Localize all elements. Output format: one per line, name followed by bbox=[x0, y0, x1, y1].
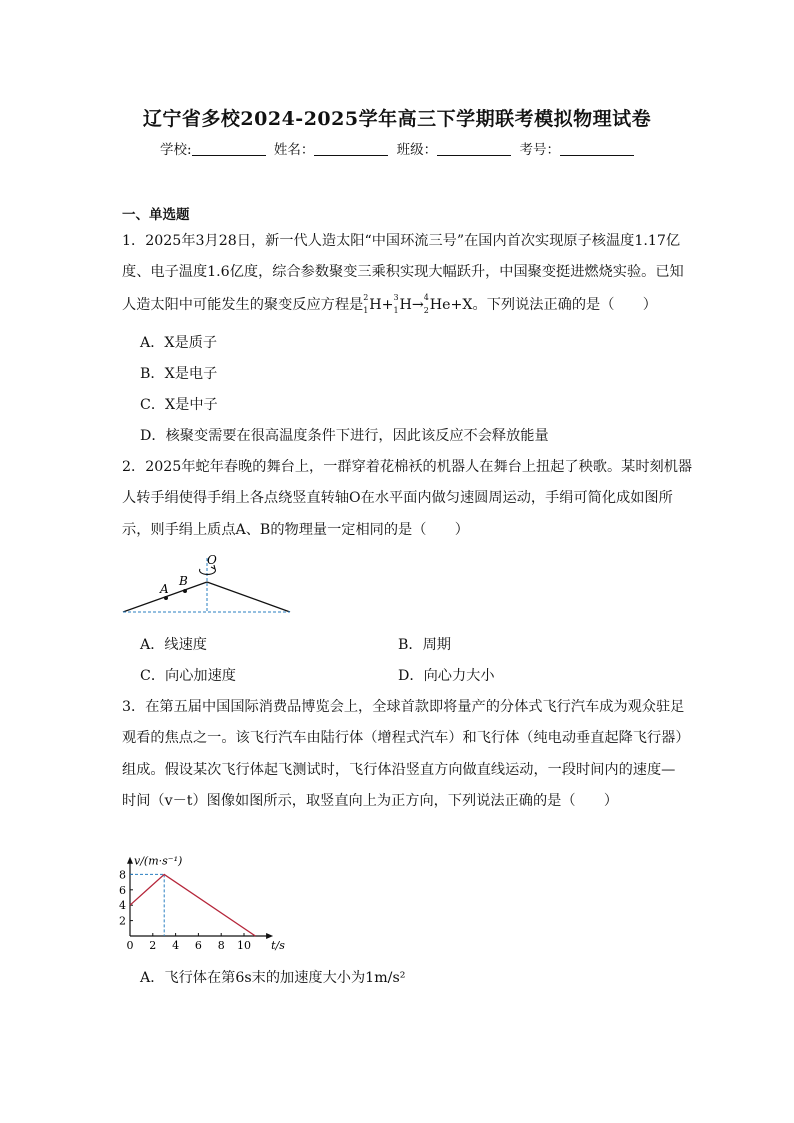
label-a: A bbox=[160, 582, 169, 596]
exam-number-blank[interactable] bbox=[560, 141, 634, 156]
section-heading: 一、单选题 bbox=[122, 207, 190, 223]
handkerchief-figure bbox=[118, 550, 298, 618]
fusion-equation: 2 1 H+ 3 1 H→ 4 2 He+X bbox=[363, 293, 473, 315]
label-o: O bbox=[207, 553, 217, 567]
y-tick-label: 2 bbox=[119, 914, 126, 928]
q2-option-a[interactable]: A．线速度 bbox=[140, 637, 207, 653]
name-label: 姓名： bbox=[273, 142, 315, 158]
vt-graph bbox=[112, 824, 292, 952]
x-tick-label: 6 bbox=[194, 939, 202, 952]
x-axis-label: t/s bbox=[271, 939, 285, 952]
q1-line-3 bbox=[122, 294, 657, 314]
q3-line-3: 组成。假设某次飞行体起飞测试时，飞行体沿竖直方向做直线运动，一段时间内的速度— bbox=[122, 762, 676, 778]
q2-option-b[interactable]: B．周期 bbox=[398, 637, 451, 653]
x-tick-label: 8 bbox=[217, 939, 225, 952]
q1-line-3-post: 。下列说法正确的是（ ） bbox=[472, 297, 657, 313]
class-blank[interactable] bbox=[437, 141, 511, 156]
point-a bbox=[164, 596, 168, 600]
x-tick-label: 4 bbox=[172, 939, 180, 952]
q1-option-b[interactable]: B．X是电子 bbox=[140, 366, 218, 382]
y-tick-label: 4 bbox=[119, 899, 126, 913]
label-b: B bbox=[179, 574, 188, 588]
q2-option-d[interactable]: D．向心力大小 bbox=[398, 668, 495, 684]
name-blank[interactable] bbox=[314, 141, 388, 156]
series-line-0 bbox=[130, 874, 255, 936]
point-b bbox=[183, 589, 187, 593]
q1-option-a[interactable]: A．X是质子 bbox=[140, 335, 218, 351]
class-label: 班级： bbox=[396, 142, 438, 158]
q2-option-c[interactable]: C．向心加速度 bbox=[140, 668, 236, 684]
q2-line-1: 2．2025年蛇年春晚的舞台上，一群穿着花棉袄的机器人在舞台上扭起了秧歌。某时刻机器 bbox=[122, 459, 693, 475]
q3-line-2: 观看的焦点之一。该飞行汽车由陆行体（增程式汽车）和飞行体（纯电动垂直起降飞行器） bbox=[122, 730, 690, 746]
q1-line-1: 1．2025年3月28日，新一代人造太阳“中国环流三号”在国内首次实现原子核温度1.17亿 bbox=[122, 233, 681, 249]
school-blank[interactable] bbox=[192, 141, 266, 156]
x-tick-label: 2 bbox=[149, 939, 157, 952]
q2-line-2: 人转手绢使得手绢上各点绕竖直转轴O在水平面内做匀速圆周运动，手绢可简化成如图所 bbox=[122, 490, 673, 506]
x-tick-label: 10 bbox=[237, 939, 251, 952]
q3-option-a[interactable]: A．飞行体在第6s末的加速度大小为1m/s² bbox=[140, 970, 406, 986]
school-label: 学校: bbox=[160, 142, 192, 158]
q2-line-3: 示，则手绢上质点A、B的物理量一定相同的是（ ） bbox=[122, 522, 469, 538]
q1-line-2: 度、电子温度1.6亿度，综合参数聚变三乘积实现大幅跃升，中国聚变挺进燃烧实验。已知 bbox=[122, 264, 684, 280]
exam-number-label: 考号： bbox=[519, 142, 560, 158]
y-tick-label: 6 bbox=[119, 883, 126, 897]
y-tick-label: 8 bbox=[119, 868, 126, 882]
q3-line-1: 3．在第五届中国国际消费品博览会上，全球首款即将量产的分体式飞行汽车成为观众驻足 bbox=[122, 699, 685, 715]
x-tick-label: 0 bbox=[126, 939, 134, 952]
page-title: 辽宁省多校2024-2025学年高三下学期联考模拟物理试卷 bbox=[142, 108, 652, 130]
student-info-row bbox=[0, 138, 794, 158]
q1-line-3-pre: 人造太阳中可能发生的聚变反应方程是 bbox=[122, 297, 364, 313]
q3-line-4: 时间（v－t）图像如图所示，取竖直向上为正方向，下列说法正确的是（ ） bbox=[122, 793, 619, 809]
q1-option-c[interactable]: C．X是中子 bbox=[140, 397, 218, 413]
y-axis-label: v/(m·s⁻¹) bbox=[134, 854, 183, 868]
y-axis-arrow bbox=[127, 857, 133, 864]
handkerchief-right-edge bbox=[207, 582, 290, 612]
q1-option-d[interactable]: D．核聚变需要在很高温度条件下进行，因此该反应不会释放能量 bbox=[140, 428, 549, 444]
